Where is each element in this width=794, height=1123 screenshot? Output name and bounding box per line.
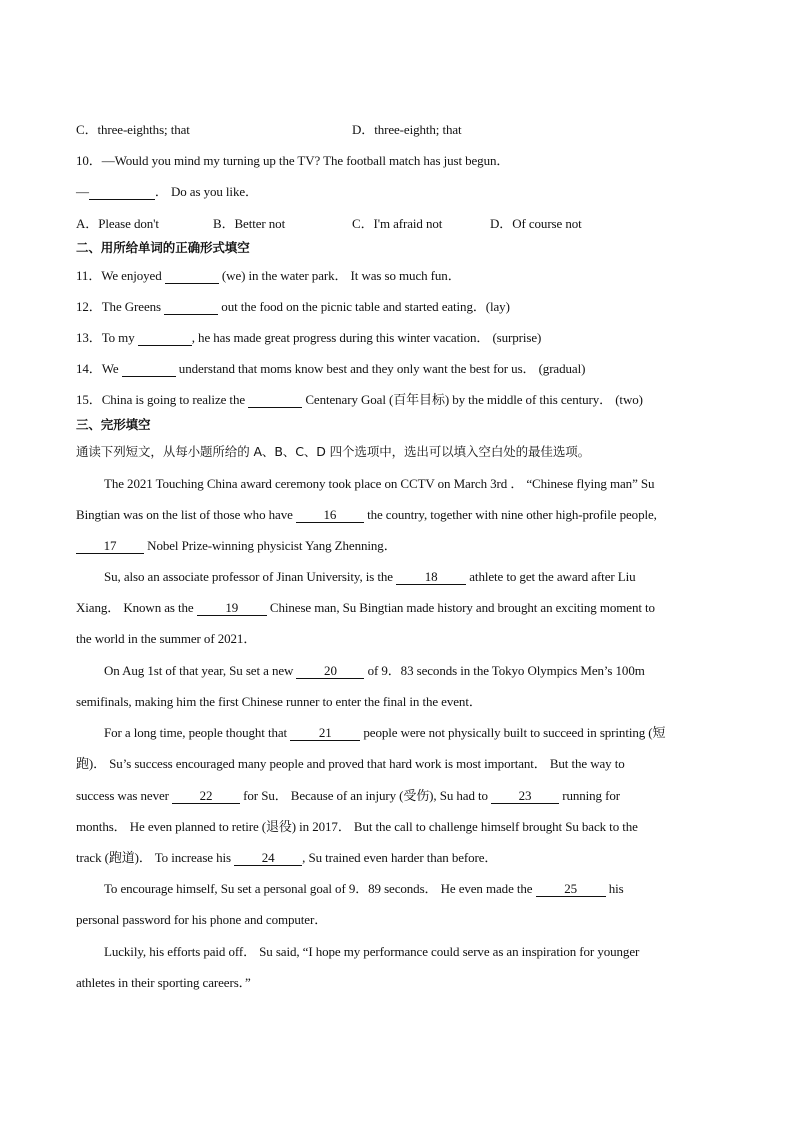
p2-l2-post: Chinese man, Su Bingtian made history and brought an exciting moment to xyxy=(266,600,655,615)
question-13 xyxy=(76,330,541,346)
p5-l1-pre: To encourage himself, Su set a personal goal of 9．89 seconds． He even made the xyxy=(104,881,536,896)
section3-instruction: 通读下列短文，从每小题所给的 A、B、C、D 四个选项中，选出可以填入空白处的最佳选项。 xyxy=(76,444,591,459)
q14-blank[interactable] xyxy=(122,362,176,377)
p1-line3 xyxy=(76,538,397,554)
p4-line5 xyxy=(76,850,497,866)
p2-l1-post: athlete to get the award after Liu xyxy=(466,569,636,584)
p5-line1 xyxy=(104,881,624,897)
p4-line1 xyxy=(104,725,665,741)
q10-option-c: C．I'm afraid not xyxy=(352,216,443,231)
p4-l1-post: people were not physically built to succeed in sprinting (短 xyxy=(360,725,666,740)
p2-line1 xyxy=(104,569,636,585)
q12-post: out the food on the picnic table and started eating．(lay) xyxy=(218,299,510,314)
blank-20[interactable]: 20 xyxy=(296,664,364,679)
q11-blank[interactable] xyxy=(165,269,219,284)
q12-pre: 12．The Greens xyxy=(76,299,165,314)
question-11 xyxy=(76,268,461,284)
p1-line1: The 2021 Touching China award ceremony took place on CCTV on March 3rd ． “Chinese flying man” Su xyxy=(104,476,655,491)
q10-stem: 10．—Would you mind my turning up the TV? The football match has just begun． xyxy=(76,153,510,168)
p3-line1 xyxy=(104,663,645,679)
p4-line3 xyxy=(76,788,620,804)
p2-line2 xyxy=(76,600,655,616)
q12-blank[interactable] xyxy=(164,300,218,315)
q9-option-c: C．three-eighths; that xyxy=(76,122,190,137)
q10-option-b: B．Better not xyxy=(213,216,286,231)
question-15 xyxy=(76,392,643,408)
blank-17[interactable]: 17 xyxy=(76,539,144,554)
section2-heading: 二、用所给单词的正确形式填空 xyxy=(76,240,250,255)
q14-post: understand that moms know best and they only want the best for us． (gradual) xyxy=(175,361,586,376)
blank-21[interactable]: 21 xyxy=(290,726,360,741)
p4-l1-pre: For a long time, people thought that xyxy=(104,725,291,740)
q10-reply-dash: — xyxy=(76,184,89,199)
q10-option-d: D．Of course not xyxy=(490,216,582,231)
p2-l1-pre: Su, also an associate professor of Jinan University, is the xyxy=(104,569,397,584)
p3-l1-post: of 9．83 seconds in the Tokyo Olympics Men’s 100m xyxy=(364,663,645,678)
q15-pre: 15．China is going to realize the xyxy=(76,392,249,407)
blank-25[interactable]: 25 xyxy=(536,882,606,897)
p1-l2-pre: Bingtian was on the list of those who have xyxy=(76,507,296,522)
p6-line1: Luckily, his efforts paid off． Su said, “I hope my performance could serve as an inspiration for younger xyxy=(104,944,640,959)
question-12 xyxy=(76,299,510,315)
p2-line3: the world in the summer of 2021． xyxy=(76,631,257,646)
p4-line4: months． He even planned to retire (退役) in 2017． But the call to challenge himself brought Su back to the xyxy=(76,819,638,834)
p5-l1-post: his xyxy=(605,881,624,896)
q13-post: , he has made great progress during this winter vacation． (surprise) xyxy=(191,330,542,345)
q11-post: (we) in the water park． It was so much fun． xyxy=(218,268,461,283)
p4-line2: 跑)． Su’s success encouraged many people and proved that hard work is most important． But the way to xyxy=(76,756,625,771)
q11-pre: 11．We enjoyed xyxy=(76,268,165,283)
p4-l3-pre: success was never xyxy=(76,788,173,803)
blank-24[interactable]: 24 xyxy=(234,851,302,866)
q15-post: Centenary Goal (百年目标) by the middle of this century． (two) xyxy=(302,392,643,407)
p3-l1-pre: On Aug 1st of that year, Su set a new xyxy=(104,663,297,678)
p1-l3-post: Nobel Prize-winning physicist Yang Zhenning． xyxy=(144,538,397,553)
q10-reply xyxy=(76,184,258,200)
blank-16[interactable]: 16 xyxy=(296,508,364,523)
blank-18[interactable]: 18 xyxy=(396,570,466,585)
q13-blank[interactable] xyxy=(138,331,192,346)
section3-heading: 三、完形填空 xyxy=(76,417,151,432)
q9-option-d: D．three-eighth; that xyxy=(352,122,462,137)
p4-l3-mid: for Su． Because of an injury (受伤), Su had to xyxy=(240,788,492,803)
q10-blank[interactable] xyxy=(89,185,155,200)
p4-l3-post: running for xyxy=(559,788,620,803)
q14-pre: 14．We xyxy=(76,361,122,376)
p5-line2: personal password for his phone and computer． xyxy=(76,912,328,927)
p1-l2-post: the country, together with nine other high-profile people, xyxy=(363,507,657,522)
q10-reply-rest: ． Do as you like． xyxy=(154,184,258,199)
p3-line2: semifinals, making him the first Chinese runner to enter the final in the event． xyxy=(76,694,482,709)
p2-l2-pre: Xiang． Known as the xyxy=(76,600,197,615)
q15-blank[interactable] xyxy=(248,393,302,408)
blank-23[interactable]: 23 xyxy=(491,789,559,804)
q10-option-a: A．Please don't xyxy=(76,216,159,231)
p1-line2 xyxy=(76,507,657,523)
p4-l5-pre: track (跑道)． To increase his xyxy=(76,850,235,865)
blank-19[interactable]: 19 xyxy=(197,601,267,616)
p4-l5-post: , Su trained even harder than before． xyxy=(302,850,498,865)
q13-pre: 13．To my xyxy=(76,330,138,345)
question-14 xyxy=(76,361,585,377)
blank-22[interactable]: 22 xyxy=(172,789,240,804)
p6-line2: athletes in their sporting careers．” xyxy=(76,975,251,990)
